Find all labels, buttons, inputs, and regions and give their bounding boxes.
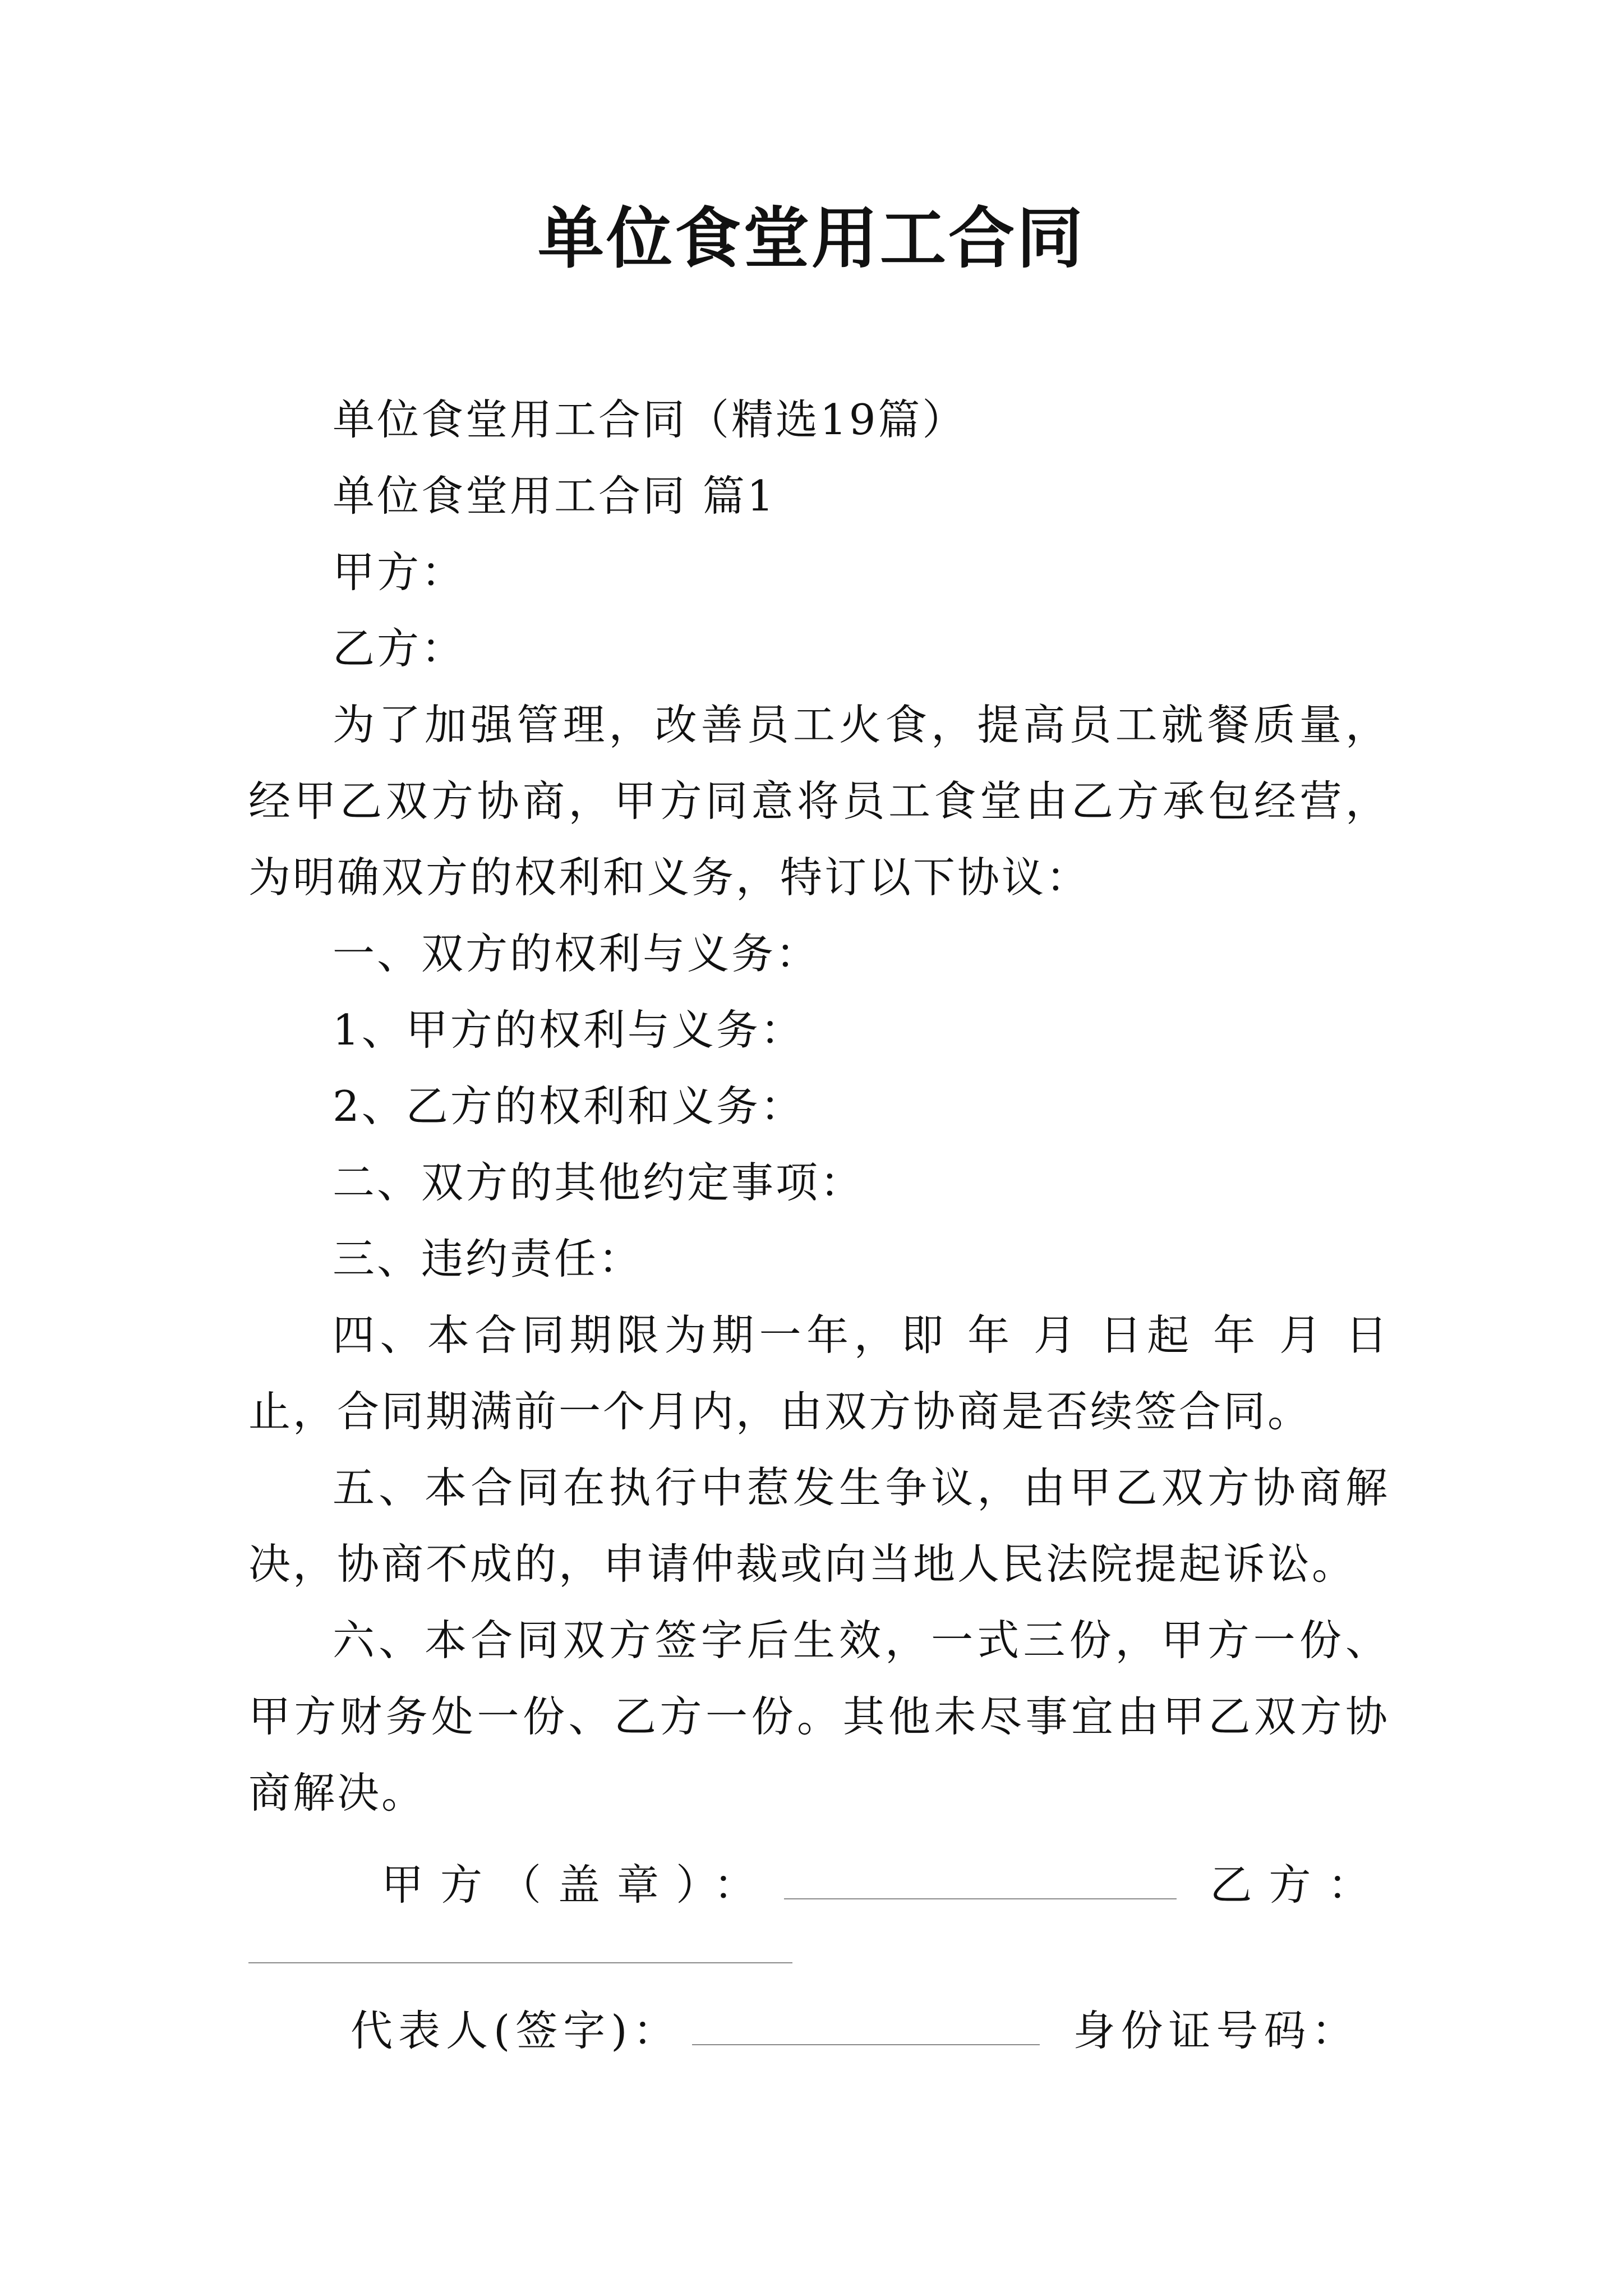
paragraph-party-a: 甲方：	[333, 547, 466, 597]
paragraph-clause-6: 六、本合同双方签字后生效，一式三份，甲方一份、甲方财务处一份、乙方一份。其他未尽事宜由甲乙双方协商解决。	[248, 1616, 1390, 1818]
party-b-signature-blank[interactable]	[248, 1962, 792, 1963]
paragraph-clause-2: 二、双方的其他约定事项：	[333, 1158, 865, 1207]
paragraph-clause-4: 四、本合同期限为期一年，即 年 月 日起 年 月 日止，合同期满前一个月内，由双方协商是否续签合同。	[248, 1310, 1390, 1436]
party-a-seal-label: 甲方（盖章）：	[381, 1860, 773, 1910]
document-body	[248, 381, 1390, 1831]
paragraph-clause-3: 三、违约责任：	[333, 1234, 643, 1283]
paragraph-preamble: 为了加强管理，改善员工火食，提高员工就餐质量，经甲乙双方协商，甲方同意将员工食堂由乙方承包经营，为明确双方的权利和义务，特订以下协议：	[248, 700, 1390, 902]
paragraph-clause-5: 五、本合同在执行中惹发生争议，由甲乙双方协商解决，协商不成的，申请仲裁或向当地人民法院提起诉讼。	[248, 1463, 1390, 1589]
paragraph-party-b: 乙方：	[333, 624, 466, 673]
document-title: 单位食堂用工合同	[537, 199, 1085, 277]
signature-row-parties	[381, 1857, 1387, 1913]
party-a-seal-blank[interactable]	[784, 1862, 1177, 1899]
paragraph-clause-1-1: 1、甲方的权利与义务：	[333, 1005, 805, 1055]
id-number-label: 身份证号码：	[1073, 2006, 1359, 2055]
paragraph-clause-1: 一、双方的权利与义务：	[333, 929, 820, 978]
paragraph-section-heading: 单位食堂用工合同 篇1	[333, 471, 776, 521]
signature-row-representative	[351, 2003, 1359, 2059]
party-b-label: 乙方：	[1210, 1860, 1387, 1910]
representative-label: 代表人(签字)：	[351, 2006, 681, 2055]
paragraph-subtitle: 单位食堂用工合同（精选19篇）	[333, 395, 967, 444]
paragraph-clause-1-2: 2、乙方的权利和义务：	[333, 1082, 805, 1131]
representative-signature-blank[interactable]	[692, 2008, 1040, 2045]
